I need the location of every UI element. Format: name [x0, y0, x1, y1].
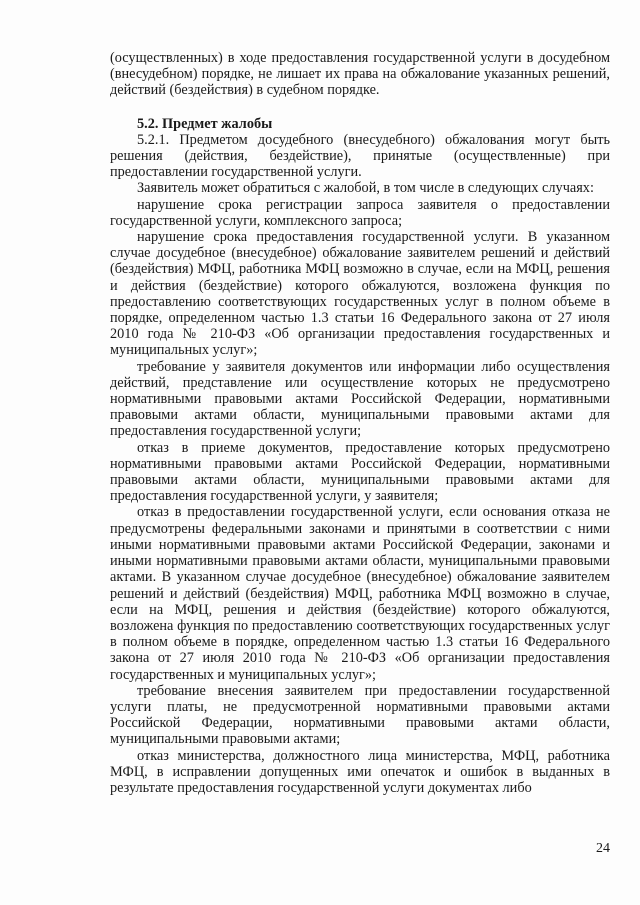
paragraph-case-refusal-service: отказ в предоставлении государственной услуги, если основания отказа не предусмотрены федеральными законами и принятыми в соответствии с ними иными нормативными правовыми актами Российской Федерации, законами и иными нормативными правовыми актами области, муниципальными правовыми актами. В указанном случае досудебное (внесудебное) обжалование заявителем решений и действий (бездействия) МФЦ, работника МФЦ возможно в случае, если на МФЦ, решения и действия (бездействие) которого обжалуются, возложена функция по предоставлению соответствующих государственных услуг в полном объеме в порядке, определенном частью 1.3 статьи 16 Федерального закона от 27 июля 2010 года № 210-ФЗ «Об организации предоставления государственных и муниципальных услуг»;: [110, 504, 610, 683]
paragraph-continuation: (осуществленных) в ходе предоставления государственной услуги в досудебном (внесудебном) порядке, не лишает их права на обжалование указанных решений, действий (бездействия) в судебном порядке.: [110, 50, 610, 99]
paragraph-5-2-1: 5.2.1. Предметом досудебного (внесудебного) обжалования могут быть решения (действия, бездействие), принятые (осуществленные) при предоставлении государственной услуги.: [110, 131, 610, 181]
paragraph-case-documents-request: требование у заявителя документов или информации либо осуществления действий, представление или осуществление которых не предусмотрено нормативными правовыми актами Российской Федерации, нормативными правовыми актами области, муниципальными правовыми актами для предоставления государственной услуги;: [110, 358, 610, 440]
section-gap: [110, 99, 610, 116]
paragraph-case-registration: нарушение срока регистрации запроса заявителя о предоставлении государственной услуги, комплексного запроса;: [110, 196, 610, 229]
page-body: [110, 50, 610, 796]
section-heading: 5.2. Предмет жалобы: [137, 115, 273, 132]
paragraph-case-deadline: нарушение срока предоставления государственной услуги. В указанном случае досудебное (внесудебное) обжалование заявителем решений и действий (бездействия) МФЦ, работника МФЦ возможно в случае, если на МФЦ, решения и действия (бездействие) которого обжалуются, возложена функция по предоставлению соответствующих государственных услуг в полном объеме в порядке, определенном частью 1.3 статьи 16 Федерального закона от 27 июля 2010 года № 210-ФЗ «Об организации предоставления государственных и муниципальных услуг»;: [110, 229, 610, 359]
paragraph-case-corrections: отказ министерства, должностного лица министерства, МФЦ, работника МФЦ, в исправлении допущенных ими опечаток и ошибок в выданных в результате предоставления государственной услуги документах либо: [110, 747, 610, 796]
paragraph-appeal-cases: Заявитель может обратиться с жалобой, в том числе в следующих случаях:: [137, 180, 594, 197]
paragraph-case-fee: требование внесения заявителем при предоставлении государственной услуги платы, не предусмотренной нормативными правовыми актами Российской Федерации, нормативными правовыми актами области, муниципальными правовыми актами;: [110, 682, 610, 748]
page-number: 24: [596, 841, 610, 856]
paragraph-case-refusal-acceptance: отказ в приеме документов, предоставление которых предусмотрено нормативными правовыми актами Российской Федерации, нормативными правовыми актами области, муниципальными правовыми актами для предоставления государственной услуги, у заявителя;: [110, 439, 610, 505]
